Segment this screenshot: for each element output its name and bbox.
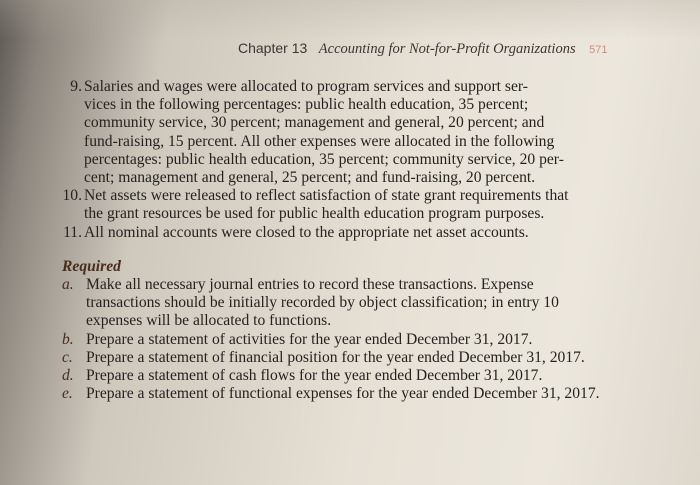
item-line: fund-raising, 15 percent. All other expenses were allocated in the following: [84, 132, 555, 150]
required-letter: d.: [62, 367, 74, 385]
required-line: Prepare a statement of activities for the year ended December 31, 2017.: [86, 330, 533, 348]
required-item-d: [62, 367, 656, 385]
required-line: Prepare a statement of functional expenses for the year ended December 31, 2017.: [86, 385, 600, 403]
item-number: 10.: [62, 187, 82, 205]
item-line: the grant resources be used for public health education program purposes.: [84, 205, 545, 223]
page-shadow: [0, 0, 700, 40]
item-line: community service, 30 percent; management and general, 20 percent; and: [84, 114, 545, 132]
item-number: 11.: [63, 223, 82, 241]
required-item-e: [62, 385, 656, 403]
required-letter: e.: [62, 385, 73, 403]
item-line: cent; management and general, 25 percent; and fund-raising, 20 percent.: [84, 169, 536, 187]
required-line: Make all necessary journal entries to record these transactions. Expense: [86, 276, 534, 294]
required-letter: c.: [62, 348, 73, 366]
item-line: Salaries and wages were allocated to program services and support ser-: [84, 78, 528, 95]
chapter-label: Chapter 13: [238, 40, 308, 56]
item-number: 9.: [70, 78, 82, 95]
item-line: percentages: public health education, 35 percent; community service, 20 per-: [84, 150, 564, 168]
chapter-title: Accounting for Not-for-Profit Organizations: [318, 41, 576, 57]
required-line: expenses will be allocated to functions.: [86, 312, 332, 330]
required-item-c: [62, 349, 656, 367]
page-number: 571: [589, 44, 608, 56]
required-letter: b.: [62, 330, 74, 348]
page-body: [56, 78, 656, 403]
required-letter: a.: [62, 276, 74, 294]
page-header: [238, 40, 678, 62]
required-heading: Required: [62, 257, 121, 275]
item-line: All nominal accounts were closed to the appropriate net asset accounts.: [84, 223, 529, 241]
required-item-a: [62, 276, 656, 331]
required-item-b: [62, 331, 656, 349]
exercise-item-10: [56, 187, 656, 223]
spacer: [56, 242, 656, 258]
item-line: Net assets were released to reflect satisfaction of state grant requirements that: [84, 187, 569, 205]
required-line: Prepare a statement of financial position for the year ended December 31, 2017.: [86, 348, 585, 366]
required-line: Prepare a statement of cash flows for the year ended December 31, 2017.: [86, 367, 543, 385]
exercise-item-11: [56, 224, 656, 242]
required-line: transactions should be initially recorded by object classification; in entry 10: [86, 294, 559, 312]
item-line: vices in the following percentages: public health education, 35 percent;: [84, 96, 529, 114]
exercise-item-9: [56, 78, 656, 187]
